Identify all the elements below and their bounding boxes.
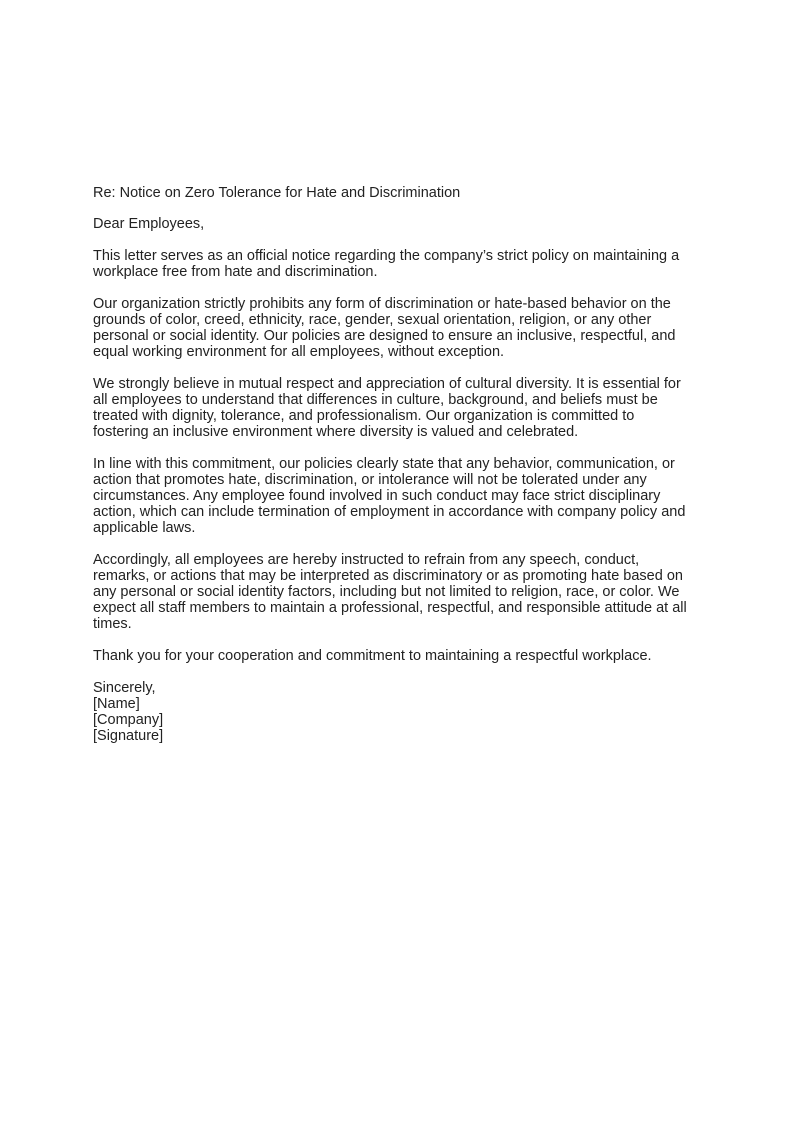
- letter-paragraph-thanks: Thank you for your cooperation and commitment to maintaining a respectful workplace.: [93, 648, 652, 664]
- letter-paragraph-diversity: We strongly believe in mutual respect and appreciation of cultural diversity. It is essential for all employees to understand that differences in culture, background, and beliefs must be treated with dignity, tolerance, and professionalism. Our organization is committed to fostering an inclusive environment where diversity is valued and celebrated.: [93, 376, 681, 440]
- letter-paragraph-intro: This letter serves as an official notice regarding the company’s strict policy on maintaining a workplace free from hate and discrimination.: [93, 248, 680, 280]
- letter-salutation: Dear Employees,: [93, 216, 205, 232]
- letter-subject: Re: Notice on Zero Tolerance for Hate and Discrimination: [93, 185, 461, 201]
- closing-sign-off: Sincerely,: [93, 680, 156, 696]
- closing-signature: [Signature]: [93, 728, 164, 744]
- letter-paragraph-policy: Our organization strictly prohibits any form of discrimination or hate-based behavior on the grounds of color, creed, ethnicity, race, gender, sexual orientation, religion, or any other personal or social identity. Our policies are designed to ensure an inclusive, respectful, and equal working environment for all employees, without exception.: [93, 296, 676, 360]
- letter-body: [93, 185, 693, 744]
- closing-company: [Company]: [93, 712, 164, 728]
- letter-paragraph-consequences: In line with this commitment, our policies clearly state that any behavior, communication, or action that promotes hate, discrimination, or intolerance will not be tolerated under any circumstances. Any employee found involved in such conduct may face strict disciplinary action, which can include termination of employment in accordance with company policy and applicable laws.: [93, 456, 686, 536]
- letter-closing: [93, 680, 693, 744]
- letter-paragraph-instructions: Accordingly, all employees are hereby instructed to refrain from any speech, conduct, remarks, or actions that may be interpreted as discriminatory or as promoting hate based on any personal or social identity factors, including but not limited to religion, race, or color. We expect all staff members to maintain a professional, respectful, and responsible attitude at all times.: [93, 552, 687, 632]
- closing-name: [Name]: [93, 696, 140, 712]
